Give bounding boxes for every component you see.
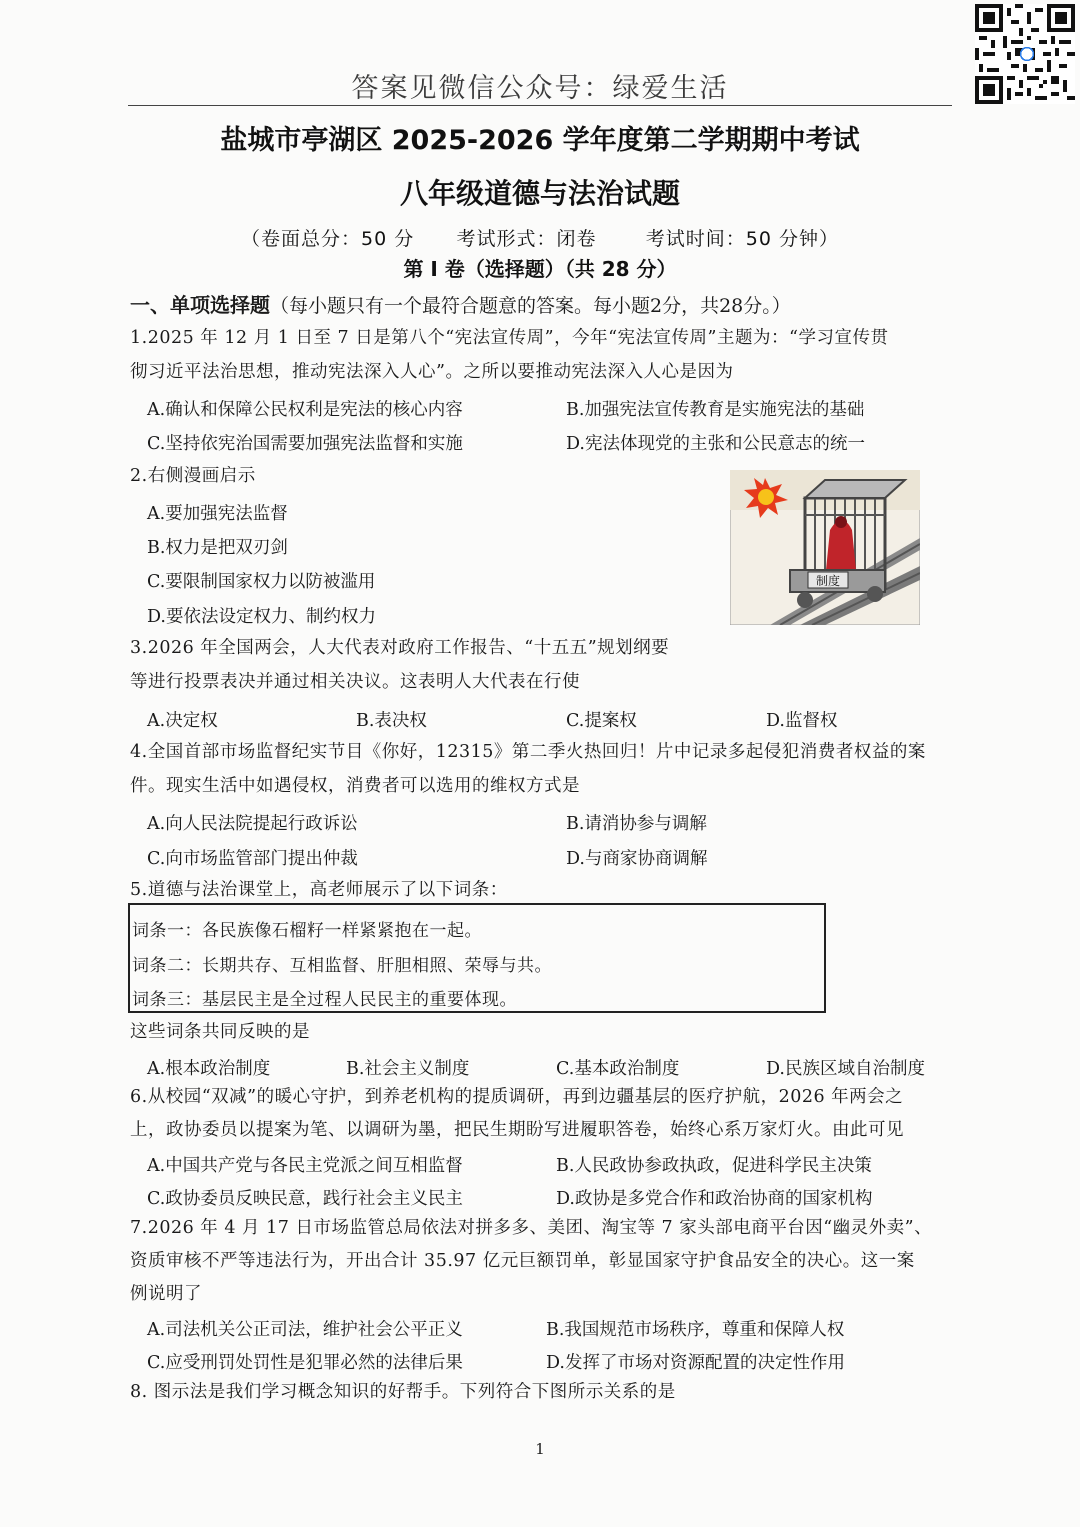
q2-stem: 2.右侧漫画启示 bbox=[130, 466, 256, 486]
q5-entry-2: 词条二：长期共存、互相监督、肝胆相照、荣辱与共。 bbox=[132, 956, 552, 976]
header-divider bbox=[128, 105, 952, 106]
q3-option-c: C.提案权 bbox=[566, 711, 637, 731]
header-notice: 答案见微信公众号：绿爱生活 bbox=[351, 73, 729, 104]
q7-stem-line1: 7.2026 年 4 月 17 日市场监管总局依法对拼多多、美团、淘宝等 7 家头部电商平台因“幽灵外卖”、 bbox=[130, 1218, 933, 1238]
q7-option-b: B.我国规范市场秩序，尊重和保障人权 bbox=[546, 1320, 845, 1340]
cage-cartoon-image bbox=[730, 470, 920, 625]
q1-option-c: C.坚持依宪治国需要加强宪法监督和实施 bbox=[147, 434, 463, 454]
q7-option-a: A.司法机关公正司法，维护社会公平正义 bbox=[147, 1320, 463, 1340]
section-note: （每小题只有一个最符合题意的答案。每小题2分，共28分。） bbox=[270, 295, 791, 317]
page-number: 1 bbox=[535, 1440, 545, 1458]
q2-option-b: B.权力是把双刃剑 bbox=[147, 538, 288, 558]
q6-stem-line2: 上，政协委员以提案为笔、以调研为墨，把民生期盼写进履职答卷，始终心系万家灯火。由此可见 bbox=[130, 1120, 904, 1140]
q3-option-a: A.决定权 bbox=[147, 711, 218, 731]
section-heading bbox=[130, 289, 791, 318]
q6-option-d: D.政协是多党合作和政治协商的国家机构 bbox=[556, 1189, 873, 1209]
q1-stem-line1: 1.2025 年 12 月 1 日至 7 日是第八个“宪法宣传周”，今年“宪法宣传周”主题为：“学习宣传贯 bbox=[130, 328, 889, 348]
q5-stem: 5.道德与法治课堂上，高老师展示了以下词条： bbox=[130, 880, 508, 900]
q4-option-b: B.请消协参与调解 bbox=[566, 814, 707, 834]
q7-stem-line2: 资质审核不严等违法行为，开出合计 35.97 亿元巨额罚单，彰显国家守护食品安全的决心。这一案 bbox=[130, 1251, 915, 1271]
q2-option-a: A.要加强宪法监督 bbox=[147, 504, 288, 524]
q4-option-a: A.向人民法院提起行政诉讼 bbox=[147, 814, 358, 834]
q5-entry-3: 词条三：基层民主是全过程人民民主的重要体现。 bbox=[132, 990, 517, 1010]
q4-option-c: C.向市场监管部门提出仲裁 bbox=[147, 849, 358, 869]
q8-stem: 8. 图示法是我们学习概念知识的好帮手。下列符合下图所示关系的是 bbox=[130, 1382, 676, 1402]
q7-stem-line3: 例说明了 bbox=[130, 1284, 202, 1304]
part-heading: 第 I 卷（选择题）（共 28 分） bbox=[403, 257, 677, 281]
q6-option-a: A.中国共产党与各民主党派之间互相监督 bbox=[147, 1156, 463, 1176]
q7-option-c: C.应受刑罚处罚性是犯罪必然的法律后果 bbox=[147, 1353, 463, 1373]
q4-option-d: D.与商家协商调解 bbox=[566, 849, 708, 869]
q2-option-c: C.要限制国家权力以防被滥用 bbox=[147, 572, 376, 592]
q4-stem-line1: 4.全国首部市场监督纪实节目《你好，12315》第二季火热回归！片中记录多起侵犯消费者权益的案 bbox=[130, 742, 926, 762]
q3-option-b: B.表决权 bbox=[356, 711, 427, 731]
q5-option-b: B.社会主义制度 bbox=[346, 1059, 470, 1079]
q5-question: 这些词条共同反映的是 bbox=[130, 1022, 310, 1042]
q1-option-d: D.宪法体现党的主张和公民意志的统一 bbox=[566, 434, 865, 454]
q3-stem-line2: 等进行投票表决并通过相关决议。这表明人大代表在行使 bbox=[130, 672, 580, 692]
exam-title: 盐城市亭湖区 2025-2026 学年度第二学期期中考试 bbox=[220, 125, 860, 156]
exam-subtitle: 八年级道德与法治试题 bbox=[399, 177, 680, 210]
q5-option-c: C.基本政治制度 bbox=[556, 1059, 680, 1079]
q4-stem-line2: 件。现实生活中如遇侵权，消费者可以选用的维权方式是 bbox=[130, 776, 580, 796]
q6-stem-line1: 6.从校园“双减”的暖心守护，到养老机构的提质调研，再到边疆基层的医疗护航，2026 年两会之 bbox=[130, 1087, 904, 1107]
exam-info: （卷面总分：50 分 考试形式：闭卷 考试时间：50 分钟） bbox=[241, 228, 839, 250]
cartoon-label: 制度 bbox=[815, 574, 841, 588]
q5-option-a: A.根本政治制度 bbox=[147, 1059, 271, 1079]
q1-option-a: A.确认和保障公民权利是宪法的核心内容 bbox=[147, 400, 463, 420]
q1-option-b: B.加强宪法宣传教育是实施宪法的基础 bbox=[566, 400, 865, 420]
q5-entry-1: 词条一：各民族像石榴籽一样紧紧抱在一起。 bbox=[132, 921, 482, 941]
q3-stem-line1: 3.2026 年全国两会，人大代表对政府工作报告、“十五五”规划纲要 bbox=[130, 638, 670, 658]
q3-option-d: D.监督权 bbox=[766, 711, 838, 731]
q6-option-b: B.人民政协参政执政，促进科学民主决策 bbox=[556, 1156, 872, 1176]
q5-entries-box bbox=[128, 903, 826, 1013]
q6-option-c: C.政协委员反映民意，践行社会主义民主 bbox=[147, 1189, 463, 1209]
q7-option-d: D.发挥了市场对资源配置的决定性作用 bbox=[546, 1353, 845, 1373]
section-title: 一、单项选择题 bbox=[130, 293, 270, 317]
q2-option-d: D.要依法设定权力、制约权力 bbox=[147, 607, 376, 627]
q5-option-d: D.民族区域自治制度 bbox=[766, 1059, 925, 1079]
q1-stem-line2: 彻习近平法治思想，推动宪法深入人心”。之所以要推动宪法深入人心是因为 bbox=[130, 362, 734, 382]
